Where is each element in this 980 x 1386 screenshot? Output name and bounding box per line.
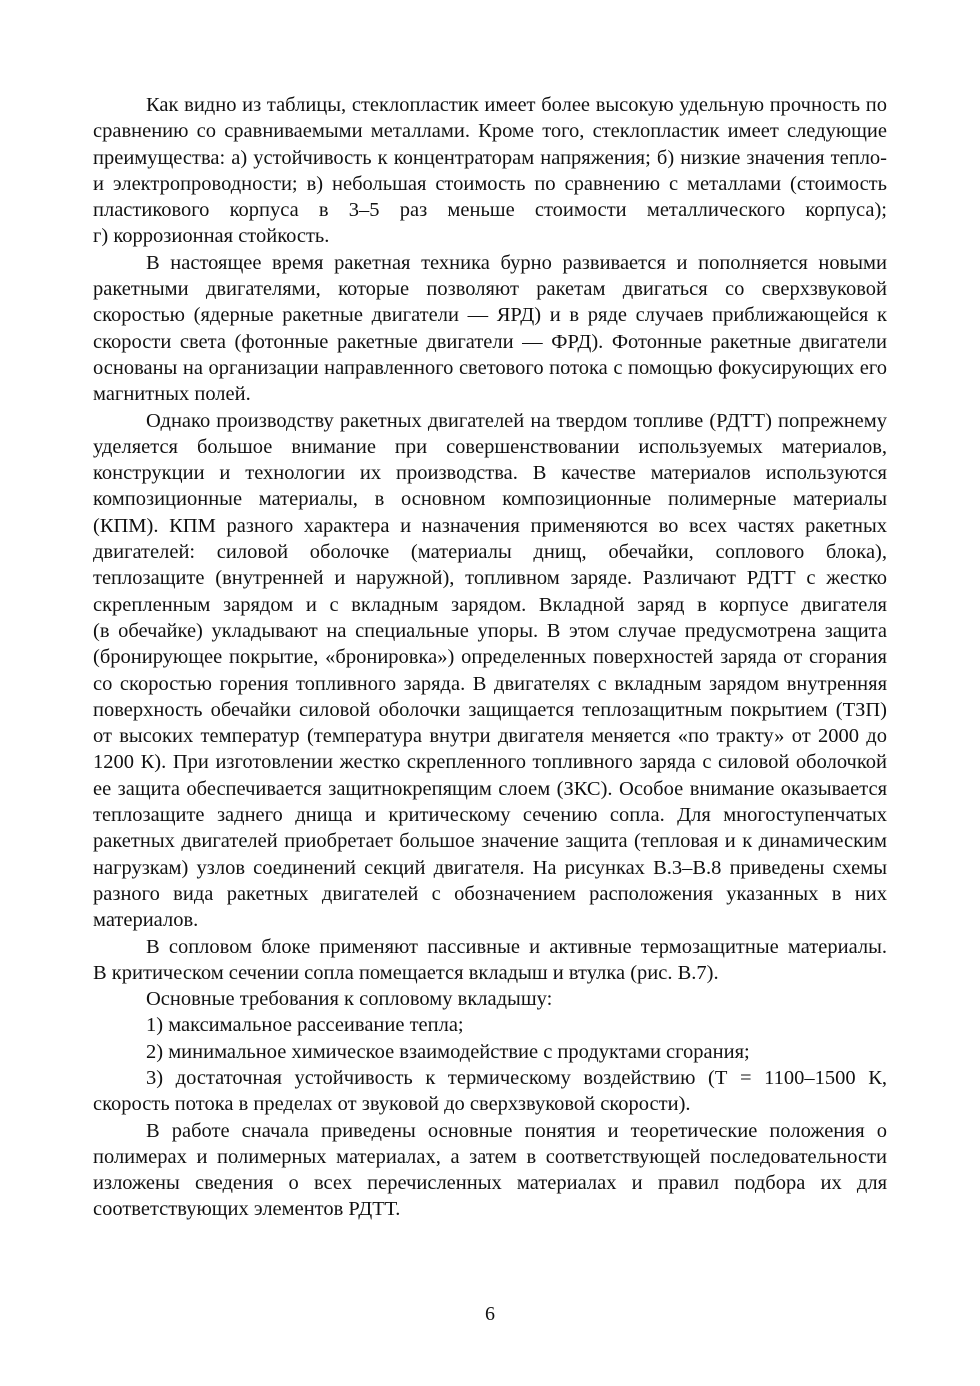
paragraph-rocket-engines-development: В настоящее время ракетная техника бурно развивается и пополняется новыми ракетными двигателями, которые позволяют ракетам двигаться со сверхзвуковой скоростью (ядерные ракетные двигатели — ЯРД) и в ряде случаев приближающейся к скорости света (фотонные ракетные двигатели — ФРД). Фотонные ракетные двигатели основаны на организации направленного светового потока с помощью фокусирующих его магнитных полей.	[93, 251, 887, 406]
paragraph-nozzle-requirements-intro: Основные требования к сопловому вкладышу:	[146, 988, 553, 1011]
paragraph-fiberglass-advantages: Как видно из таблицы, стеклопластик имеет более высокую удельную прочность по сравнению со сравниваемыми металлами. Кроме того, стеклопластик имеет следующие преимущества: а) устойчивость к концентраторам напряжения; б) низкие значения тепло- и электропроводности; в) небольшая стоимость по сравнению с металлами (стоимость пластикового корпуса в 3–5 раз меньше стоимости металлического корпуса); г) коррозионная стойкость.	[93, 94, 887, 248]
paragraph-solid-fuel-engines: Однако производству ракетных двигателей на твердом топливе (РДТТ) попрежнему уделяется большое внимание при совершенствовании используемых материалов, конструкции и технологии их производства. В качестве материалов используются композиционные материалы, в основном композиционные полимерные материалы (КПМ). КПМ разного характера и назначения применяются во всех частях ракетных двигателей: силовой оболочке (материалы днищ, обечайки, соплового блока), теплозащите (внутренней и наружной), топливном заряде. Различают РДТТ с жестко скрепленным зарядом и с вкладным зарядом. Вкладной заряд в корпусе двигателя (в обечайке) укладывают на специальные упоры. В этом случае предусмотрена защита (бронирующее покрытие, «бронировка») определенных поверхностей заряда от сгорания со скоростью горения топливного заряда. В двигателях с вкладным зарядом внутренняя поверхность обечайки силовой оболочки защищается теплозащитным покрытием (ТЗП) от высоких температур (температура внутри двигателя меняется «по тракту» от 2000 до 1200 К). При изготовлении жестко скрепленного топливного заряда с силовой оболочкой ее защита обеспечивается защитнокрепящим слоем (ЗКС). Особое внимание оказывается теплозащите заднего днища и критическому сечению сопла. Для многоступенчатых ракетных двигателей приобретает большое значение защита (тепловая и к динамическим нагрузкам) узлов соединений секций двигателя. На рисунках В.3–В.8 приведены схемы разного вида ракетных двигателей с обозначением расположения указанных в них материалов.	[93, 409, 887, 932]
list-item-requirement-1: 1) максимальное рассеивание тепла;	[146, 1014, 464, 1037]
page-number: 6	[485, 1303, 495, 1325]
body-text	[93, 92, 887, 1223]
paragraph-nozzle-block: В сопловом блоке применяют пассивные и активные термозащитные материалы. В критическом сечении сопла помещается вкладыш и втулка (рис. В.7).	[93, 935, 887, 984]
list-item-requirement-2: 2) минимальное химическое взаимодействие с продуктами сгорания;	[146, 1040, 750, 1063]
list-item-requirement-3: 3) достаточная устойчивость к термическому воздействию (Т = 1100–1500 К, скорость потока в пределах от звуковой до сверхзвуковой скорости).	[93, 1066, 887, 1116]
paragraph-work-overview: В работе сначала приведены основные понятия и теоретические положения о полимерах и полимерных материалах, а затем в соответствующей последовательности изложены сведения о всех перечисленных материалах и правил подбора их для соответствующих элементов РДТТ.	[93, 1119, 887, 1221]
